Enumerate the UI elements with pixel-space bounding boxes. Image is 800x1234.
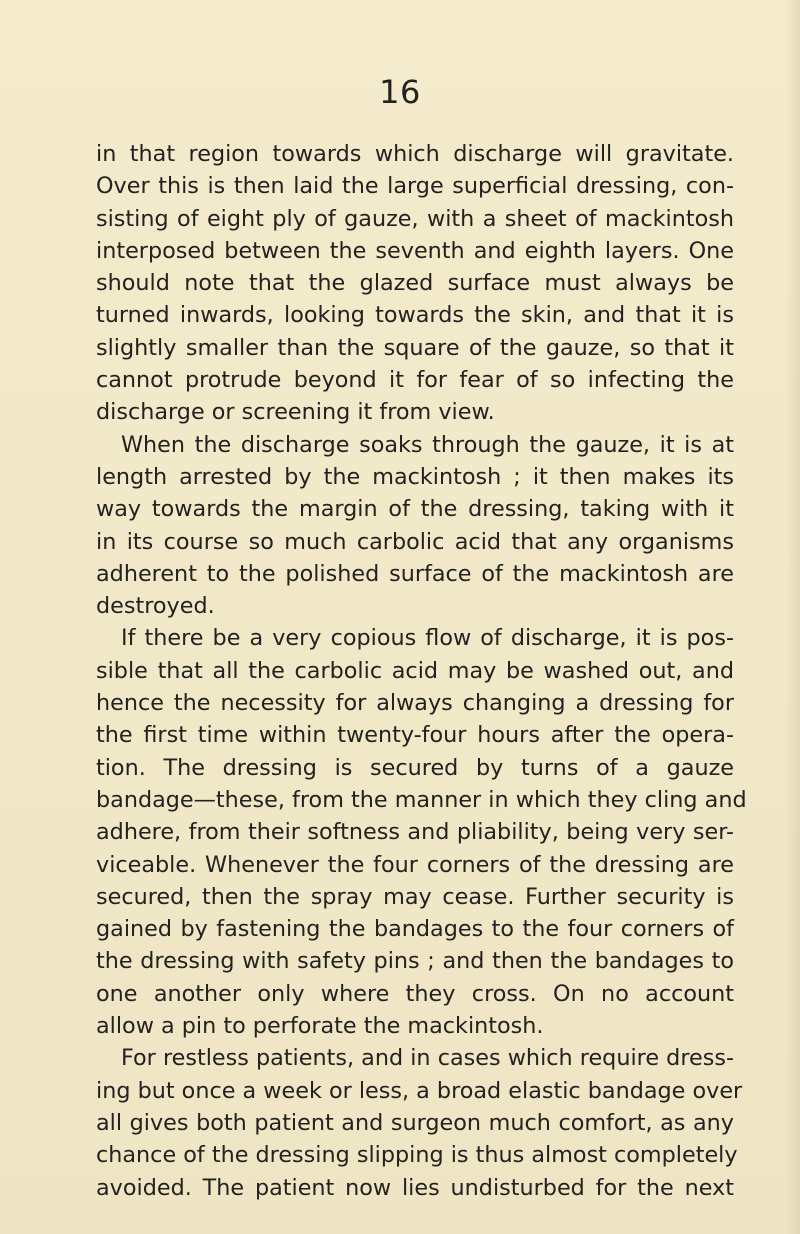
text-line: turned inwards, looking towards the skin, and that it is	[96, 302, 734, 329]
text-line: secured, then the spray may cease. Further security is	[96, 883, 734, 910]
page-edge-shadow	[786, 0, 800, 1234]
text-line: cannot protrude beyond it for fear of so infecting the	[96, 367, 734, 394]
text-line: in its course so much carbolic acid that any organisms	[96, 528, 734, 555]
text-line: the dressing with safety pins ; and then the bandages to	[96, 948, 734, 975]
text-line: adhere, from their softness and pliability, being very ser-	[96, 819, 734, 846]
text-line: allow a pin to perforate the mackintosh.	[96, 1013, 544, 1040]
text-line: adherent to the polished surface of the mackintosh are	[96, 560, 734, 587]
text-line: in that region towards which discharge will gravitate.	[96, 141, 734, 167]
text-line: hence the necessity for always changing a dressing for	[96, 690, 734, 717]
text-line: slightly smaller than the square of the gauze, so that it	[96, 334, 734, 361]
text-line: If there be a very copious flow of discharge, it is pos-	[121, 625, 734, 652]
text-line: sible that all the carbolic acid may be washed out, and	[96, 657, 734, 684]
text-line: length arrested by the mackintosh ; it then makes its	[96, 463, 734, 490]
text-line: tion. The dressing is secured by turns of a gauze	[96, 754, 734, 781]
text-line: When the discharge soaks through the gauze, it is at	[121, 431, 734, 458]
page-number: 16	[379, 73, 421, 111]
text-line: destroyed.	[96, 593, 215, 620]
text-line: bandage—these, from the manner in which they cling and	[96, 786, 747, 813]
text-line: Over this is then laid the large superficial dressing, con-	[96, 173, 734, 200]
text-line: ing but once a week or less, a broad elastic bandage over	[96, 1077, 743, 1104]
text-line: gained by fastening the bandages to the four corners of	[96, 916, 734, 943]
text-line: should note that the glazed surface must always be	[96, 270, 734, 297]
text-line: discharge or screening it from view.	[96, 399, 495, 426]
text-line: the first time within twenty-four hours after the opera-	[96, 722, 734, 749]
body-text	[96, 138, 747, 1204]
text-line: one another only where they cross. On no account	[96, 980, 734, 1007]
text-line: all gives both patient and surgeon much comfort, as any	[96, 1109, 734, 1136]
text-line: interposed between the seventh and eighth layers. One	[96, 237, 734, 264]
text-line: sisting of eight ply of gauze, with a sheet of mackintosh	[96, 205, 734, 232]
text-line: chance of the dressing slipping is thus almost completely	[96, 1142, 738, 1169]
text-line: For restless patients, and in cases which require dress-	[121, 1045, 734, 1072]
text-line: avoided. The patient now lies undisturbed for the next	[96, 1174, 734, 1201]
text-line: way towards the margin of the dressing, taking with it	[96, 496, 734, 523]
text-line: viceable. Whenever the four corners of the dressing are	[96, 851, 734, 878]
